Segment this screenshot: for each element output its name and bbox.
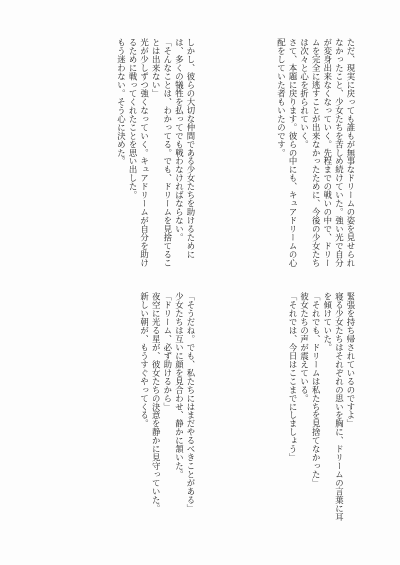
text-column-bottom-right: 緊張を持ち帰されているのですよ」 寝る少女たちはそれぞれの思いを胸に、ドリームの言葉に耳を傾けていた。 「それでも、ドリームは私たちを見捨てなかった」 彼女たちの声が震えている。 「それでは、今日はここまでにしましょう」 <box>288 292 356 522</box>
text-column-top-left: しかし、彼らの大切な仲間である少女たちを助けるためには、多くの犠牲を払ってでも戦わなければならない。 「そんなことは、わかってる。でも、ドリームを見捨てることは出来ない」 光が少しずつ強くなっていく。キュアドリームが自分を助けるために戦ってくれたことを思い出した。 もう迷わない。そう心に決めた。 <box>116 38 196 268</box>
text-column-bottom-left: 「そうだね。でも、私たちにはまだやるべきことがある」 少女たちは互いに顔を見合わせ、静かに頷いた。 「ドリーム、必ず助けるから」 夜空に光る星が、彼女たちの決意を静かに見守っていた。 新しい朝が、もうすぐやってくる。 <box>139 292 196 513</box>
text-column-top-right: ただ、現実に戻っても誰もが無事なドリームの姿を見せられなかったこと、少女たちを苦しめ続けていた。強い光で自分が変身出来なくなっていく。先程までの戦いの中で、ドリームを完全に逃すことが出来なかったために、今後の少女たちは次々と心を折られていく。 さて、本題に戻ります。彼らの中にも、キュアドリームの心配をしていた者もいたのです。 <box>276 38 356 268</box>
